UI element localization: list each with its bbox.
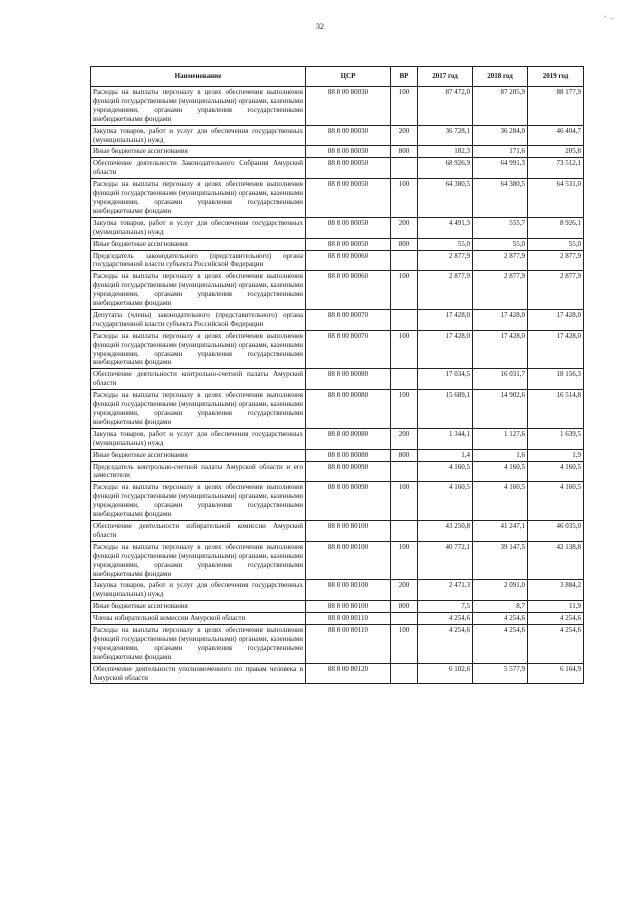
cell-vr: 100 [391, 390, 418, 429]
cell-csr: 88 8 00 80120 [306, 663, 391, 684]
cell-y2019: 205,8 [528, 146, 584, 158]
cell-vr: 100 [391, 271, 418, 310]
cell-y2017: 1,4 [418, 449, 473, 461]
budget-table [90, 66, 584, 684]
table-row [91, 449, 584, 461]
cell-y2018: 8,7 [473, 601, 528, 613]
cell-csr: 88 8 00 80100 [306, 601, 391, 613]
cell-y2017: 55,0 [418, 238, 473, 250]
table-header-row [91, 67, 584, 87]
cell-y2017: 68 926,9 [418, 158, 473, 179]
cell-y2017: 4 160,5 [418, 482, 473, 521]
cell-vr [391, 158, 418, 179]
cell-name: Иные бюджетные ассигнования [91, 146, 306, 158]
cell-vr: 800 [391, 601, 418, 613]
table-row [91, 601, 584, 613]
table-row [91, 390, 584, 429]
cell-y2018: 16 031,7 [473, 369, 528, 390]
cell-y2017: 36 728,1 [418, 125, 473, 146]
cell-y2019: 17 428,0 [528, 309, 584, 330]
header-2019: 2019 год [528, 67, 584, 87]
table-row [91, 369, 584, 390]
cell-name: Депутаты (члены) законодательного (представительного) органа государственной власти субъекта Российской Федерации [91, 309, 306, 330]
cell-name: Иные бюджетные ассигнования [91, 449, 306, 461]
cell-vr: 100 [391, 541, 418, 580]
cell-name: Члены избирательной комиссии Амурской области [91, 613, 306, 625]
cell-y2017: 4 160,5 [418, 461, 473, 482]
table-row [91, 330, 584, 369]
cell-y2019: 11,9 [528, 601, 584, 613]
cell-vr: 100 [391, 482, 418, 521]
cell-csr: 88 8 00 80090 [306, 461, 391, 482]
cell-y2017: 64 380,5 [418, 179, 473, 218]
table-row [91, 125, 584, 146]
cell-y2018: 2 091,0 [473, 580, 528, 601]
cell-y2018: 171,6 [473, 146, 528, 158]
cell-vr [391, 309, 418, 330]
cell-vr: 100 [391, 625, 418, 664]
cell-vr: 200 [391, 580, 418, 601]
cell-name: Обеспечение деятельности контрольно-счетной палаты Амурской области [91, 369, 306, 390]
cell-y2018: 17 428,0 [473, 309, 528, 330]
table-row [91, 541, 584, 580]
cell-vr [391, 369, 418, 390]
cell-y2017: 1 344,1 [418, 428, 473, 449]
cell-name: Закупка товаров, работ и услуг для обеспечения государственных (муниципальных) нужд [91, 125, 306, 146]
cell-y2018: 64 380,5 [473, 179, 528, 218]
table-row [91, 271, 584, 310]
cell-y2019: 18 156,3 [528, 369, 584, 390]
cell-name: Расходы на выплаты персоналу в целях обеспечения выполнения функций государственными (муниципальными) органами, казенными учреждениями, органами управления государственными внебюджетными фондами [91, 541, 306, 580]
cell-y2019: 55,0 [528, 238, 584, 250]
cell-csr: 88 8 00 80080 [306, 428, 391, 449]
cell-name: Председатель законодательного (представительного) органа государственной власти субъекта Российской Федерации [91, 250, 306, 271]
cell-y2019: 64 531,0 [528, 179, 584, 218]
cell-y2019: 4 160,5 [528, 461, 584, 482]
cell-name: Обеспечение деятельности избирательной комиссии Амурской области [91, 520, 306, 541]
cell-y2019: 73 512,1 [528, 158, 584, 179]
cell-y2019: 4 254,6 [528, 625, 584, 664]
cell-name: Обеспечение деятельности уполномоченного по правам человека в Амурской области [91, 663, 306, 684]
cell-y2017: 40 772,1 [418, 541, 473, 580]
header-name: Наименование [91, 67, 306, 87]
cell-csr: 88 8 00 80100 [306, 520, 391, 541]
cell-csr: 88 8 00 80100 [306, 580, 391, 601]
cell-y2019: 1,9 [528, 449, 584, 461]
cell-csr: 88 8 00 80060 [306, 271, 391, 310]
cell-y2018: 2 877,9 [473, 250, 528, 271]
cell-y2019: 4 160,5 [528, 482, 584, 521]
table-row [91, 250, 584, 271]
cell-y2017: 2 877,9 [418, 250, 473, 271]
cell-y2019: 2 877,9 [528, 271, 584, 310]
cell-y2017: 4 254,6 [418, 613, 473, 625]
cell-csr: 88 8 00 80110 [306, 613, 391, 625]
cell-y2018: 41 247,1 [473, 520, 528, 541]
cell-csr: 88 8 00 80080 [306, 369, 391, 390]
cell-y2017: 17 428,0 [418, 330, 473, 369]
cell-y2018: 17 428,0 [473, 330, 528, 369]
cell-csr: 88 8 00 80070 [306, 309, 391, 330]
cell-vr: 800 [391, 238, 418, 250]
table-row [91, 613, 584, 625]
cell-csr: 88 8 00 80050 [306, 158, 391, 179]
table-row [91, 663, 584, 684]
cell-vr: 200 [391, 217, 418, 238]
cell-y2017: 43 250,8 [418, 520, 473, 541]
header-2017: 2017 год [418, 67, 473, 87]
cell-name: Иные бюджетные ассигнования [91, 238, 306, 250]
table-row [91, 580, 584, 601]
cell-y2019: 2 877,9 [528, 250, 584, 271]
table-row [91, 482, 584, 521]
cell-y2017: 2 471,3 [418, 580, 473, 601]
cell-name: Закупка товаров, работ и услуг для обеспечения государственных (муниципальных) нужд [91, 217, 306, 238]
cell-name: Расходы на выплаты персоналу в целях обеспечения выполнения функций государственными (муниципальными) органами, казенными учреждениями, органами управления государственными внебюджетными фондами [91, 87, 306, 126]
cell-vr: 100 [391, 179, 418, 218]
cell-y2018: 4 160,5 [473, 461, 528, 482]
cell-y2018: 1 127,6 [473, 428, 528, 449]
cell-y2017: 4 254,6 [418, 625, 473, 664]
cell-y2017: 15 689,1 [418, 390, 473, 429]
cell-name: Расходы на выплаты персоналу в целях обеспечения выполнения функций государственными (муниципальными) органами, казенными учреждениями, органами управления государственными внебюджетными фондами [91, 271, 306, 310]
cell-csr: 88 8 00 80050 [306, 179, 391, 218]
cell-name: Расходы на выплаты персоналу в целях обеспечения выполнения функций государственными (муниципальными) органами, казенными учреждениями, органами управления государственными внебюджетными фондами [91, 179, 306, 218]
cell-name: Расходы на выплаты персоналу в целях обеспечения выполнения функций государственными (муниципальными) органами, казенными учреждениями, органами управления государственными внебюджетными фондами [91, 625, 306, 664]
table-body [91, 87, 584, 684]
cell-y2017: 87 472,0 [418, 87, 473, 126]
cell-y2018: 4 254,6 [473, 625, 528, 664]
cell-y2019: 1 639,5 [528, 428, 584, 449]
cell-vr: 200 [391, 125, 418, 146]
cell-y2017: 7,5 [418, 601, 473, 613]
cell-csr: 88 8 00 80100 [306, 541, 391, 580]
cell-vr [391, 520, 418, 541]
header-2018: 2018 год [473, 67, 528, 87]
cell-name: Расходы на выплаты персоналу в целях обеспечения выполнения функций государственными (муниципальными) органами, казенными учреждениями, органами управления государственными внебюджетными фондами [91, 390, 306, 429]
cell-csr: 88 8 00 80110 [306, 625, 391, 664]
cell-csr: 88 8 00 80090 [306, 482, 391, 521]
cell-y2018: 55,0 [473, 238, 528, 250]
cell-y2017: 182,3 [418, 146, 473, 158]
cell-y2018: 5 577,9 [473, 663, 528, 684]
table-row [91, 428, 584, 449]
cell-y2017: 2 877,9 [418, 271, 473, 310]
cell-y2019: 8 926,1 [528, 217, 584, 238]
table-row [91, 309, 584, 330]
cell-y2019: 6 164,9 [528, 663, 584, 684]
page-number: 32 [316, 22, 324, 31]
cell-vr [391, 663, 418, 684]
cell-vr: 800 [391, 449, 418, 461]
table-row [91, 146, 584, 158]
cell-y2019: 46 035,0 [528, 520, 584, 541]
cell-name: Обеспечение деятельности Законодательного Собрания Амурской области [91, 158, 306, 179]
cell-y2019: 17 428,0 [528, 330, 584, 369]
cell-y2019: 46 404,7 [528, 125, 584, 146]
cell-vr: 800 [391, 146, 418, 158]
cell-csr: 88 8 00 80060 [306, 250, 391, 271]
cell-y2017: 17 034,5 [418, 369, 473, 390]
cell-y2018: 4 160,5 [473, 482, 528, 521]
table-row [91, 217, 584, 238]
cell-y2017: 17 428,0 [418, 309, 473, 330]
cell-y2018: 14 902,6 [473, 390, 528, 429]
cell-name: Расходы на выплаты персоналу в целях обеспечения выполнения функций государственными (муниципальными) органами, казенными учреждениями, органами управления государственными внебюджетными фондами [91, 482, 306, 521]
table-row [91, 158, 584, 179]
cell-csr: 88 8 00 80030 [306, 146, 391, 158]
cell-name: Председатель контрольно-счетной палаты Амурской области и его заместители [91, 461, 306, 482]
header-vr: ВР [391, 67, 418, 87]
table-row [91, 520, 584, 541]
cell-y2017: 4 491,3 [418, 217, 473, 238]
cell-y2018: 39 147,5 [473, 541, 528, 580]
cell-y2019: 3 884,2 [528, 580, 584, 601]
cell-csr: 88 8 00 80030 [306, 87, 391, 126]
cell-y2018: 2 877,9 [473, 271, 528, 310]
cell-y2018: 4 254,6 [473, 613, 528, 625]
cell-vr [391, 250, 418, 271]
cell-csr: 88 8 00 80080 [306, 390, 391, 429]
cell-y2018: 36 284,0 [473, 125, 528, 146]
table-row [91, 461, 584, 482]
cell-vr [391, 461, 418, 482]
cell-y2018: 64 991,3 [473, 158, 528, 179]
cell-y2019: 88 177,9 [528, 87, 584, 126]
cell-y2018: 555,7 [473, 217, 528, 238]
cell-vr: 100 [391, 330, 418, 369]
cell-y2018: 87 205,9 [473, 87, 528, 126]
cell-y2019: 16 514,8 [528, 390, 584, 429]
table-row [91, 625, 584, 664]
cell-csr: 88 8 00 80050 [306, 238, 391, 250]
cell-vr [391, 613, 418, 625]
cell-csr: 88 8 00 80070 [306, 330, 391, 369]
cell-csr: 88 8 00 80050 [306, 217, 391, 238]
cell-y2019: 4 254,6 [528, 613, 584, 625]
corner-mark: ‘ – [604, 14, 615, 22]
cell-y2018: 1,6 [473, 449, 528, 461]
cell-csr: 88 8 00 80030 [306, 125, 391, 146]
cell-vr: 200 [391, 428, 418, 449]
cell-name: Закупка товаров, работ и услуг для обеспечения государственных (муниципальных) нужд [91, 580, 306, 601]
table-row [91, 87, 584, 126]
cell-csr: 88 8 00 80080 [306, 449, 391, 461]
cell-y2019: 42 138,8 [528, 541, 584, 580]
cell-name: Иные бюджетные ассигнования [91, 601, 306, 613]
table-row [91, 238, 584, 250]
cell-name: Закупка товаров, работ и услуг для обеспечения государственных (муниципальных) нужд [91, 428, 306, 449]
header-csr: ЦСР [306, 67, 391, 87]
cell-vr: 100 [391, 87, 418, 126]
cell-y2017: 6 102,6 [418, 663, 473, 684]
cell-name: Расходы на выплаты персоналу в целях обеспечения выполнения функций государственными (муниципальными) органами, казенными учреждениями, органами управления государственными внебюджетными фондами [91, 330, 306, 369]
table-row [91, 179, 584, 218]
